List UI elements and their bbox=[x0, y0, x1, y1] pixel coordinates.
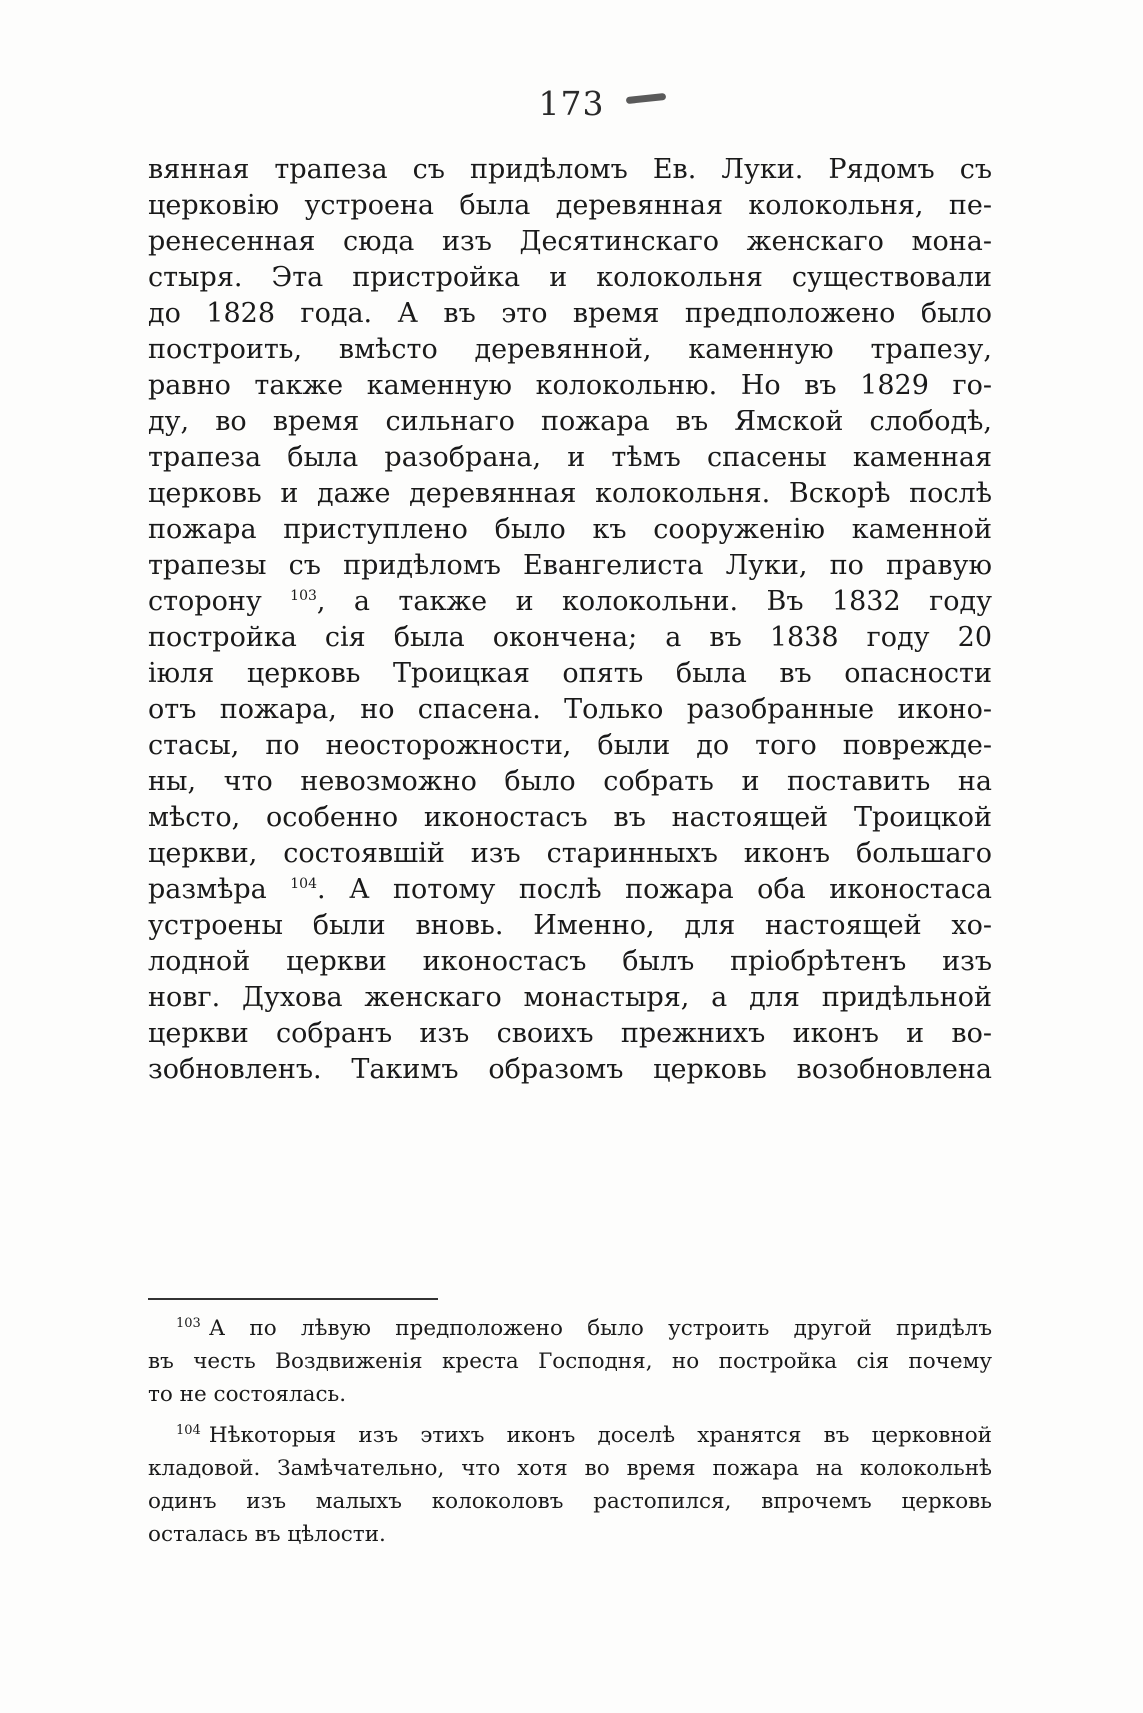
page-number: 173 bbox=[538, 84, 605, 123]
text-segment: сторону bbox=[148, 586, 291, 617]
text-line: зобновленъ. Такимъ образомъ церковь возобновлена bbox=[148, 1054, 992, 1085]
text-line: отъ пожара, но спасена. Только разобранные иконо- bbox=[148, 694, 992, 725]
text-line: ду, во время сильнаго пожара въ Ямской слободѣ, bbox=[148, 406, 992, 437]
text-line: ны, что невозможно было собрать и поставить на bbox=[148, 766, 992, 797]
text-line: мѣсто, особенно иконостасъ въ настоящей Троицкой bbox=[148, 802, 992, 833]
footnote-line bbox=[148, 1345, 992, 1378]
text-line bbox=[148, 872, 992, 908]
text-line: лодной церкви иконостасъ былъ пріобрѣтенъ изъ bbox=[148, 946, 992, 977]
text-line: устроены были вновь. Именно, для настоящей хо- bbox=[148, 910, 992, 941]
footnote-text: Нѣкоторыя изъ этихъ иконъ доселѣ хранятся въ церковной bbox=[208, 1423, 992, 1448]
text-segment: , а также и колокольни. Въ 1832 году bbox=[316, 586, 992, 617]
text-line: церковію устроена была деревянная колокольня, пе- bbox=[148, 190, 992, 221]
footnote-text: въ честь Воздвиженія креста Господня, но постройка сія почему bbox=[148, 1349, 992, 1374]
footnote-line bbox=[148, 1419, 992, 1452]
text-line: трапезы съ придѣломъ Евангелиста Луки, по правую bbox=[148, 550, 992, 581]
text-line: вянная трапеза съ придѣломъ Ев. Луки. Рядомъ съ bbox=[148, 154, 992, 185]
text-line: до 1828 года. А въ это время предположено было bbox=[148, 298, 992, 329]
text-line: пожара приступлено было къ сооруженію каменной bbox=[148, 514, 992, 545]
text-line: трапеза была разобрана, и тѣмъ спасены каменная bbox=[148, 442, 992, 473]
footnote-line bbox=[148, 1485, 992, 1518]
footnote-spacer bbox=[148, 1411, 992, 1419]
footnote-text: осталась въ цѣлости. bbox=[148, 1522, 386, 1547]
footnote-divider bbox=[148, 1298, 438, 1300]
footnote-text: одинъ изъ малыхъ колоколовъ растопился, впрочемъ церковь bbox=[148, 1489, 992, 1514]
main-text bbox=[148, 152, 992, 1088]
footnote-number: 103 bbox=[176, 1315, 201, 1331]
text-line: церкви, состоявшій изъ старинныхъ иконъ большаго bbox=[148, 838, 992, 869]
footnote-reference: 103 bbox=[290, 588, 317, 604]
text-line: церковь и даже деревянная колокольня. Вскорѣ послѣ bbox=[148, 478, 992, 509]
text-line: равно также каменную колокольню. Но въ 1829 го- bbox=[148, 370, 992, 401]
text-line: стыря. Эта пристройка и колокольня существовали bbox=[148, 262, 992, 293]
footnotes bbox=[148, 1312, 992, 1551]
text-line: церкви собранъ изъ своихъ прежнихъ иконъ и во- bbox=[148, 1018, 992, 1049]
footnote-line bbox=[148, 1378, 992, 1411]
footnote-text: А по лѣвую предположено было устроить другой придѣлъ bbox=[208, 1316, 992, 1341]
text-line: стасы, по неосторожности, были до того поврежде- bbox=[148, 730, 992, 761]
footnote-number: 104 bbox=[176, 1422, 201, 1438]
text-line: новг. Духова женскаго монастыря, а для придѣльной bbox=[148, 982, 992, 1013]
text-line: іюля церковь Троицкая опять была въ опасности bbox=[148, 658, 992, 689]
footnote-line bbox=[148, 1312, 992, 1345]
footnote-line bbox=[148, 1518, 992, 1551]
footnote-line bbox=[148, 1452, 992, 1485]
text-line: постройка сія была окончена; а въ 1838 году 20 bbox=[148, 622, 992, 653]
text-segment: . А потому послѣ пожара оба иконостаса bbox=[317, 874, 992, 905]
text-line bbox=[148, 584, 992, 620]
text-line: построить, вмѣсто деревянной, каменную трапезу, bbox=[148, 334, 992, 365]
footnote-reference: 104 bbox=[290, 876, 317, 892]
footnote-text: то не состоялась. bbox=[148, 1382, 347, 1407]
text-segment: размѣра bbox=[148, 874, 291, 905]
footnote-text: кладовой. Замѣчательно, что хотя во время пожара на колокольнѣ bbox=[148, 1456, 992, 1481]
text-line: ренесенная сюда изъ Десятинскаго женскаго мона- bbox=[148, 226, 992, 257]
